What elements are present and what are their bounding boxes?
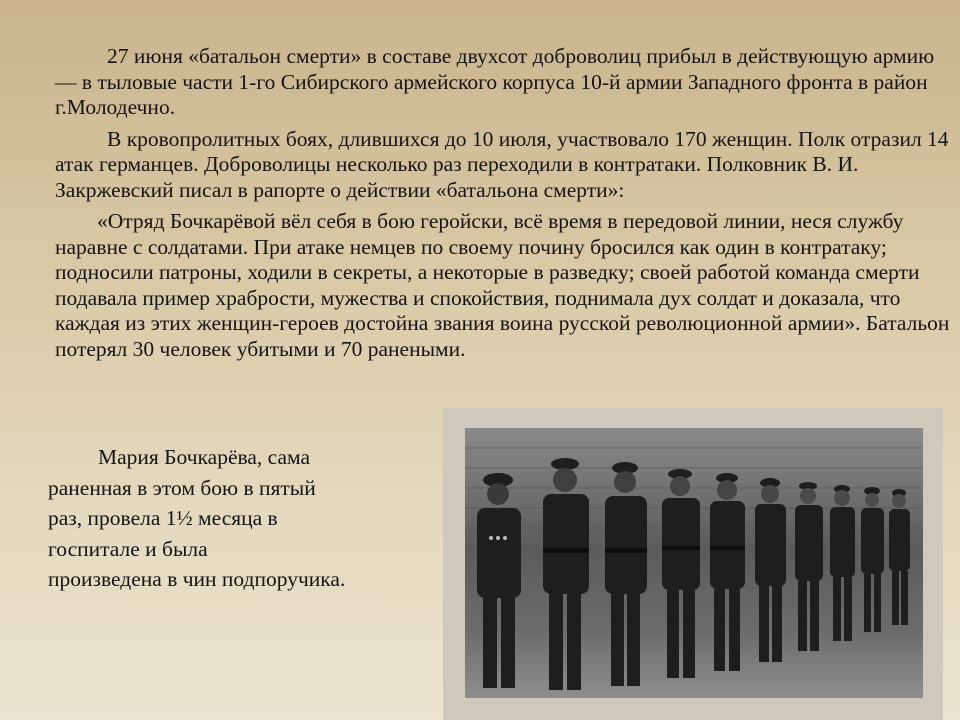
main-text xyxy=(55,44,950,368)
paragraph-battles: В кровопролитных боях, длившихся до 10 июля, участвовало 170 женщин. Полк отразил 14 атак германцев. Доброволицы несколько раз переходили в контратаки. Полковник В. И. Закржевский писал в рапорте о действии «батальона смерти»: xyxy=(55,126,949,202)
note-line: раненная в этом бою в пятый xyxy=(48,475,316,500)
paragraph-report-quote: «Отряд Бочкарёвой вёл себя в бою геройски, всё время в передовой линии, неся службу наравне с солдатами. При атаке немцев по своему почину бросился как один в контратаку; подносили патроны, ходили в секреты, а некоторые в разведку; своей работой команда смерти подавала пример храбрости, мужества и спокойствия, поднимала дух солдат и доказала, что каждая из этих женщин-героев достойна звания воина русской революционной армии». Батальон потерял 30 человек убитыми и 70 ранеными. xyxy=(55,209,950,361)
note-line: госпитале и была xyxy=(48,536,208,561)
soldiers-photo-illustration xyxy=(465,428,923,698)
note-line: Мария Бочкарёва, сама xyxy=(98,445,310,469)
photo-frame xyxy=(443,408,943,720)
note-line: раз, провела 1½ месяца в xyxy=(48,506,278,530)
paragraph-arrival: 27 июня «батальон смерти» в составе двухсот доброволиц прибыл в действующую армию — в тыловые части 1-го Сибирского армейского корпуса 10-й армии Западного фронта в район г.Молодечно. xyxy=(55,44,935,119)
bochkareva-note xyxy=(48,442,448,595)
note-line: произведена в чин подпоручика. xyxy=(48,567,346,591)
battalion-photo xyxy=(465,428,923,698)
